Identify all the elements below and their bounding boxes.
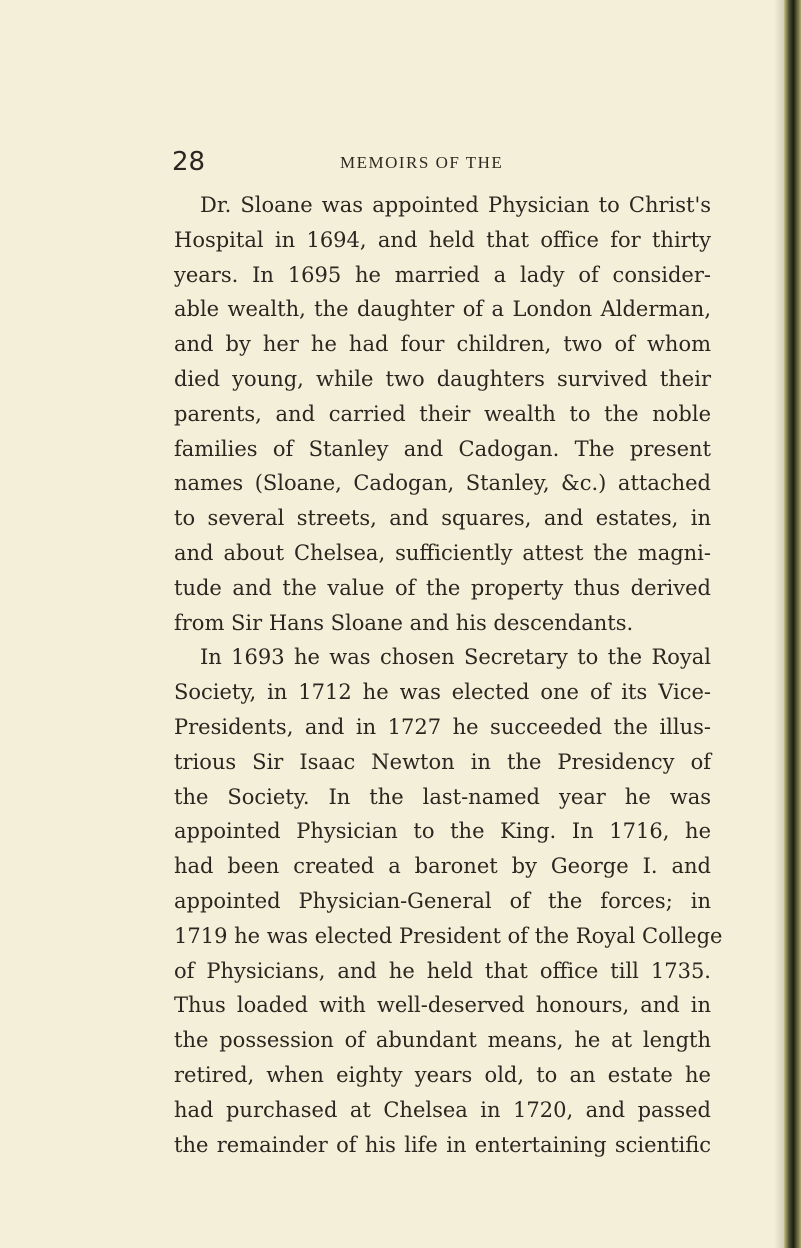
- text-line: parents, and carried their wealth to the noble: [174, 401, 711, 426]
- text-line: and about Chelsea, sufficiently attest the magni-: [174, 540, 711, 565]
- text-line: families of Stanley and Cadogan. The present: [174, 436, 711, 461]
- text-line: appointed Physician-General of the forces; in: [174, 888, 711, 913]
- book-edge: [784, 0, 801, 1248]
- text-line: names (Sloane, Cadogan, Stanley, &c.) attached: [174, 471, 711, 496]
- text-line: In 1693 he was chosen Secretary to the Royal: [200, 645, 711, 670]
- page-gutter-shadow: [774, 0, 784, 1248]
- text-line: and by her he had four children, two of whom: [174, 332, 711, 357]
- text-line: Thus loaded with well-deserved honours, and in: [174, 993, 711, 1018]
- text-line: years. In 1695 he married a lady of consider-: [174, 262, 711, 287]
- text-line: Presidents, and in 1727 he succeeded the illus-: [174, 714, 711, 739]
- text-line: appointed Physician to the King. In 1716, he: [174, 819, 711, 844]
- page-header: [172, 142, 732, 182]
- text-line: had been created a baronet by George I. and: [174, 854, 711, 879]
- text-line: trious Sir Isaac Newton in the Presidency of: [174, 749, 711, 774]
- text-line: the remainder of his life in entertaining scientific: [174, 1132, 711, 1157]
- text-line: the Society. In the last-named year he was: [174, 784, 711, 809]
- text-line: retired, when eighty years old, to an estate he: [174, 1062, 711, 1087]
- text-line: able wealth, the daughter of a London Alderman,: [174, 297, 711, 322]
- page-number: 28: [172, 147, 206, 177]
- text-line: 1719 he was elected President of the Royal College: [174, 923, 723, 948]
- text-line: died young, while two daughters survived their: [174, 366, 711, 391]
- running-head: MEMOIRS OF THE: [340, 153, 504, 172]
- text-line: of Physicians, and he held that office till 1735.: [174, 958, 711, 983]
- text-line: to several streets, and squares, and estates, in: [174, 506, 711, 531]
- text-line: Hospital in 1694, and held that office for thirty: [174, 227, 711, 252]
- text-line: from Sir Hans Sloane and his descendants.: [174, 610, 634, 635]
- text-line: tude and the value of the property thus derived: [174, 575, 711, 600]
- text-line: the possession of abundant means, he at length: [174, 1028, 711, 1053]
- text-line: Society, in 1712 he was elected one of its Vice-: [174, 680, 711, 705]
- body-text: [174, 188, 723, 1162]
- text-line: had purchased at Chelsea in 1720, and passed: [174, 1097, 711, 1122]
- text-line: Dr. Sloane was appointed Physician to Christ's: [200, 193, 711, 217]
